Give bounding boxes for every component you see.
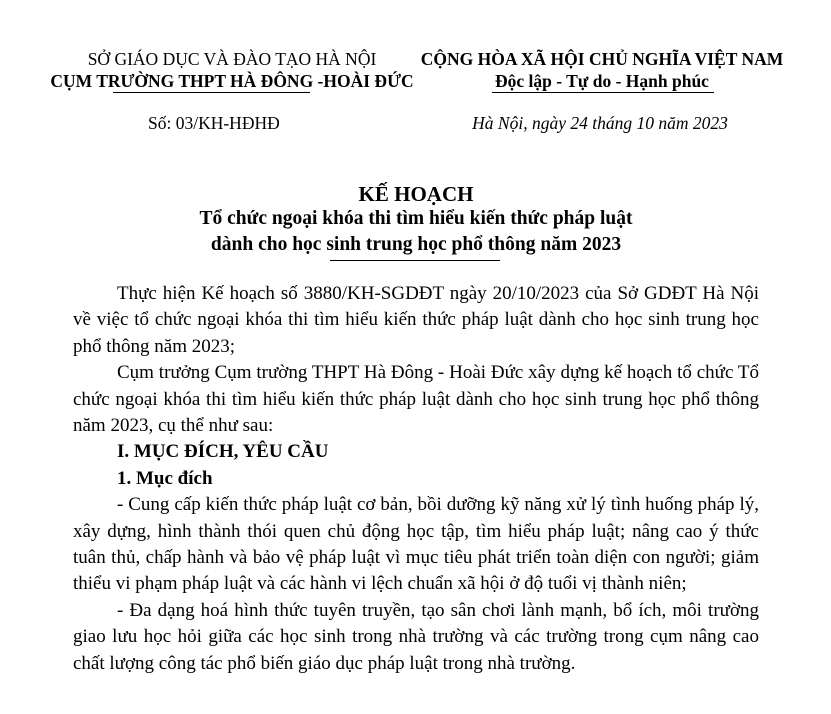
purpose-bullet-1: - Cung cấp kiến thức pháp luật cơ bản, bồi dưỡng kỹ năng xử lý tình huống pháp lý, xây dựng, hình thành thói quen chủ động học tập, tìm hiểu pháp luật; nâng cao ý thức tuân thủ, chấp hành và bảo vệ pháp luật vì mục tiêu phát triển toàn diện con người; giảm thiểu vi phạm pháp luật và các hành vi lệch chuẩn xã hội ở độ tuổi vị thành niên;: [73, 494, 759, 595]
purpose-bullet-2: - Đa dạng hoá hình thức tuyên truyền, tạo sân chơi lành mạnh, bổ ích, môi trường giao lưu học hỏi giữa các học sinh trong nhà trường và các trường trong cụm nâng cao chất lượng công tác phổ biến giáo dục pháp luật trong nhà trường.: [73, 599, 759, 674]
left-header-underline: [113, 92, 310, 93]
document-body: [73, 281, 759, 677]
department-name: SỞ GIÁO DỤC VÀ ĐÀO TẠO HÀ NỘI: [87, 49, 377, 69]
intro-paragraph: Thực hiện Kế hoạch số 3880/KH-SGDĐT ngày 20/10/2023 của Sở GDĐT Hà Nội về việc tổ chức ngoại khóa thi tìm hiểu kiến thức pháp luật dành cho học sinh trung học phổ thông năm 2023;: [73, 283, 759, 357]
document-number: Số: 03/KH-HĐHĐ: [148, 113, 280, 133]
document-title: KẾ HOẠCH: [358, 182, 474, 206]
document-subtitle-line-2: dành cho học sinh trung học phổ thông năm 2023: [210, 234, 622, 255]
school-cluster-name: CỤM TRƯỜNG THPT HÀ ĐÔNG -HOÀI ĐỨC: [50, 71, 414, 91]
document-subtitle-line-1: Tổ chức ngoại khóa thi tìm hiểu kiến thức pháp luật: [199, 208, 633, 229]
place-and-date: Hà Nội, ngày 24 tháng 10 năm 2023: [472, 113, 728, 133]
right-header-underline: [492, 92, 714, 93]
section-heading-purpose-requirements: I. MỤC ĐÍCH, YÊU CẦU: [117, 441, 329, 463]
national-title: CỘNG HÒA XÃ HỘI CHỦ NGHĨA VIỆT NAM: [420, 49, 784, 69]
subsection-heading-purpose: 1. Mục đích: [117, 467, 213, 489]
national-motto: Độc lập - Tự do - Hạnh phúc: [495, 71, 709, 91]
title-underline: [330, 260, 500, 261]
plan-paragraph: Cụm trưởng Cụm trường THPT Hà Đông - Hoài Đức xây dựng kế hoạch tổ chức Tổ chức ngoại khóa thi tìm hiểu kiến thức pháp luật dành cho học sinh trung học phổ thông năm 2023, cụ thể như sau:: [73, 362, 759, 437]
